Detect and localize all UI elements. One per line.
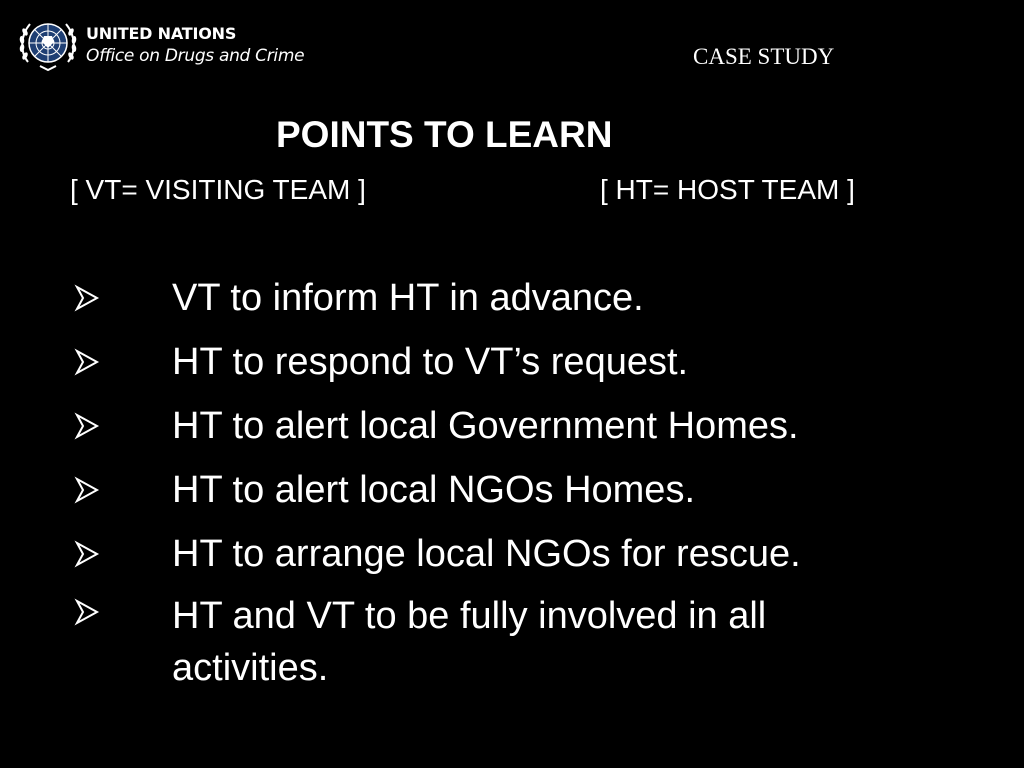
bullet-item xyxy=(70,532,970,576)
bullet-text: HT to alert local Government Homes. xyxy=(172,405,799,447)
bullet-item xyxy=(70,468,970,512)
org-office: Office on Drugs and Crime xyxy=(86,46,305,66)
bullet-item xyxy=(70,404,970,448)
bullet-text: HT and VT to be fully involved in all activities. xyxy=(172,595,767,689)
bullet-text: HT to alert local NGOs Homes. xyxy=(172,469,696,511)
slide-title: POINTS TO LEARN xyxy=(276,114,613,155)
arrow-bullet-icon xyxy=(74,348,100,376)
arrow-bullet-icon xyxy=(74,598,100,626)
legend-vt: [ VT= VISITING TEAM ] xyxy=(70,174,366,205)
arrow-bullet-icon xyxy=(74,412,100,440)
arrow-bullet-icon xyxy=(74,284,100,312)
legend-ht: [ HT= HOST TEAM ] xyxy=(600,174,855,205)
unodc-logo xyxy=(18,16,328,72)
bullet-item xyxy=(70,340,970,384)
bullet-list xyxy=(70,276,970,714)
un-emblem-icon xyxy=(18,16,78,72)
org-name: UNITED NATIONS xyxy=(86,24,237,43)
bullet-item xyxy=(70,590,970,694)
arrow-bullet-icon xyxy=(74,476,100,504)
bullet-text: HT to respond to VT’s request. xyxy=(172,341,689,383)
case-study-label: CASE STUDY xyxy=(693,44,835,69)
org-name-block xyxy=(86,26,304,65)
bullet-text: HT to arrange local NGOs for rescue. xyxy=(172,533,801,575)
arrow-bullet-icon xyxy=(74,540,100,568)
bullet-item xyxy=(70,276,970,320)
bullet-text: VT to inform HT in advance. xyxy=(172,277,644,319)
